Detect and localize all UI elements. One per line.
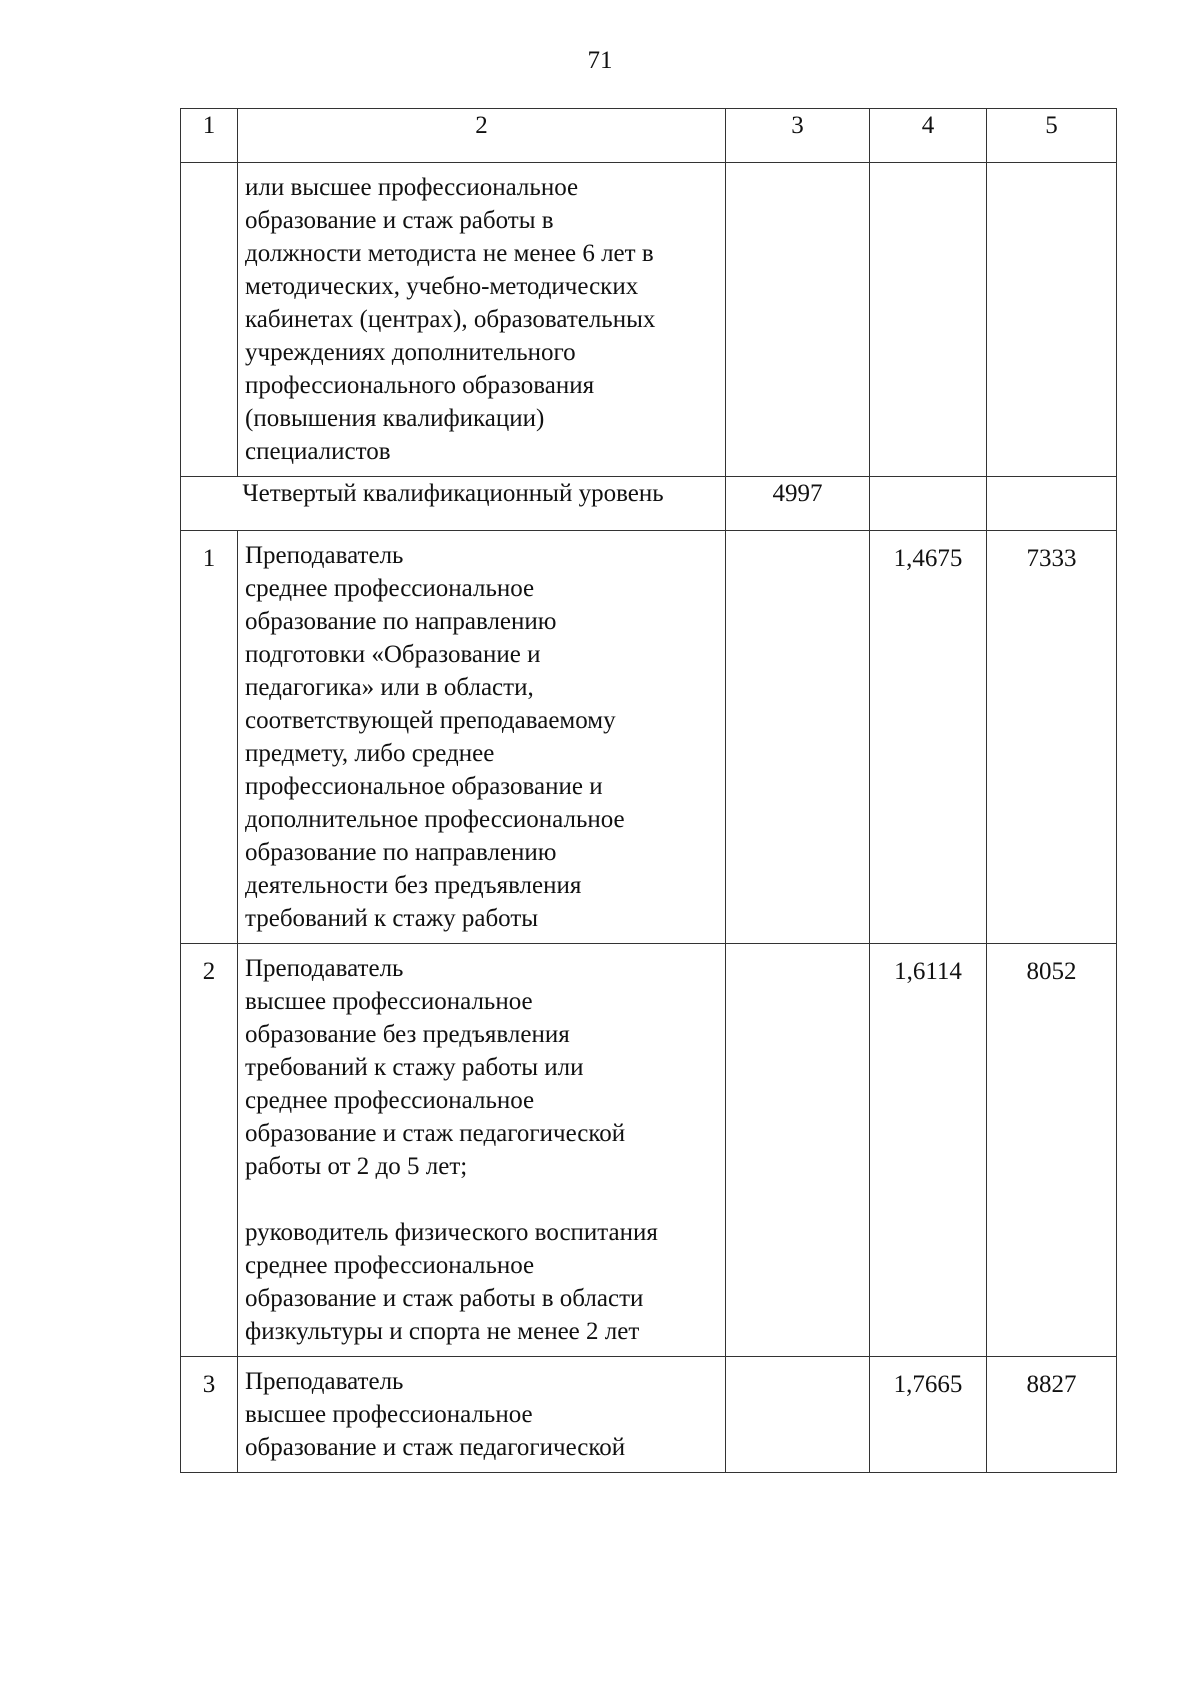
description-line: физкультуры и спорта не менее 2 лет	[245, 1318, 640, 1345]
description-line: (повышения квалификации)	[245, 405, 545, 432]
description-line: требований к стажу работы или	[245, 1054, 584, 1081]
header-col-1: 1	[181, 109, 238, 163]
base-salary-cell	[726, 163, 870, 477]
row-number: 2	[181, 944, 238, 1357]
description-line: учреждениях дополнительного	[245, 339, 576, 366]
description-line: кабинетах (центрах), образовательных	[245, 306, 656, 333]
qualification-table	[180, 108, 1117, 1473]
description-line: образование и стаж работы в области	[245, 1285, 644, 1312]
row-description	[238, 1357, 726, 1473]
description-line: среднее профессиональное	[245, 1252, 535, 1279]
salary-value: 8827	[987, 1357, 1117, 1473]
description-line: руководитель физического воспитания	[245, 1219, 658, 1246]
description-line: требований к стажу работы	[245, 905, 539, 932]
qualification-level-row	[181, 477, 1117, 531]
level-base-salary: 4997	[726, 477, 870, 531]
description-line: работы от 2 до 5 лет;	[245, 1153, 468, 1180]
header-col-2: 2	[238, 109, 726, 163]
description-line: образование и стаж педагогической	[245, 1434, 626, 1461]
table-row-continued	[181, 163, 1117, 477]
description-line: образование без предъявления	[245, 1021, 570, 1048]
table-row	[181, 1357, 1117, 1473]
level-salary-cell	[987, 477, 1117, 531]
row-description	[238, 944, 726, 1357]
description-line: высшее профессиональное	[245, 1401, 533, 1428]
level-coefficient-cell	[870, 477, 987, 531]
description-line: Преподаватель	[245, 955, 404, 982]
description-line: профессионального образования	[245, 372, 595, 399]
row-description	[238, 163, 726, 477]
coefficient-cell	[870, 163, 987, 477]
row-description	[238, 531, 726, 944]
row-number-cell	[181, 163, 238, 477]
paragraph-gap	[245, 1183, 717, 1216]
description-line: дополнительное профессиональное	[245, 806, 625, 833]
qualification-level-label: Четвертый квалификационный уровень	[181, 477, 726, 531]
description-line: образование по направлению	[245, 839, 557, 866]
description-line: образование и стаж работы в	[245, 207, 554, 234]
row-number: 3	[181, 1357, 238, 1473]
page-number: 71	[587, 47, 613, 74]
description-line: высшее профессиональное	[245, 988, 533, 1015]
row-number: 1	[181, 531, 238, 944]
table-row	[181, 531, 1117, 944]
description-line: образование по направлению	[245, 608, 557, 635]
description-line: соответствующей преподаваемому	[245, 707, 616, 734]
description-line: среднее профессиональное	[245, 575, 535, 602]
coefficient-value: 1,6114	[870, 944, 987, 1357]
description-line: образование и стаж педагогической	[245, 1120, 626, 1147]
header-col-4: 4	[870, 109, 987, 163]
salary-value: 8052	[987, 944, 1117, 1357]
description-line: подготовки «Образование и	[245, 641, 541, 668]
description-line: деятельности без предъявления	[245, 872, 582, 899]
header-col-3: 3	[726, 109, 870, 163]
salary-value: 7333	[987, 531, 1117, 944]
base-salary-cell	[726, 944, 870, 1357]
description-line: среднее профессиональное	[245, 1087, 535, 1114]
description-line: специалистов	[245, 438, 391, 465]
description-line: Преподаватель	[245, 542, 404, 569]
coefficient-value: 1,7665	[870, 1357, 987, 1473]
description-line: Преподаватель	[245, 1368, 404, 1395]
description-line: профессиональное образование и	[245, 773, 603, 800]
description-line: педагогика» или в области,	[245, 674, 534, 701]
header-col-5: 5	[987, 109, 1117, 163]
base-salary-cell	[726, 531, 870, 944]
base-salary-cell	[726, 1357, 870, 1473]
description-line: или высшее профессиональное	[245, 174, 579, 201]
salary-cell	[987, 163, 1117, 477]
description-line: предмету, либо среднее	[245, 740, 495, 767]
description-line: должности методиста не менее 6 лет в	[245, 240, 654, 267]
coefficient-value: 1,4675	[870, 531, 987, 944]
table-row	[181, 944, 1117, 1357]
table-header-row	[181, 109, 1117, 163]
description-line: методических, учебно-методических	[245, 273, 639, 300]
